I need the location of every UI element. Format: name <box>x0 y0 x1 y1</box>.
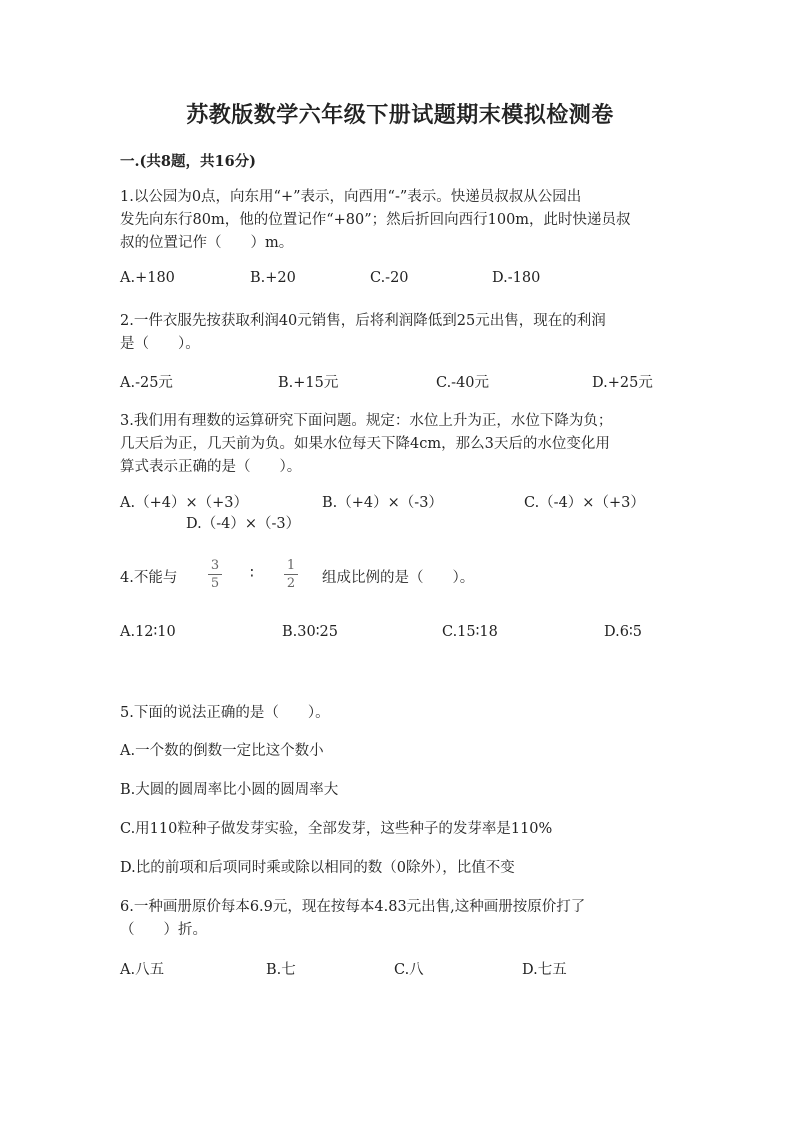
q3-option-a[interactable]: A.（+4）×（+3） <box>120 495 248 511</box>
q1-option-d[interactable]: D.-180 <box>492 270 541 286</box>
q6-option-b[interactable]: B.七 <box>266 962 296 978</box>
q6-option-d[interactable]: D.七五 <box>522 962 567 978</box>
q6-option-a[interactable]: A.八五 <box>120 962 165 978</box>
question-4-prefix: 4.不能与 <box>120 570 178 586</box>
q4-option-c[interactable]: C.15∶18 <box>442 624 498 640</box>
q5-option-c[interactable]: C.用110粒种子做发芽实验，全部发芽，这些种子的发芽率是110% <box>120 821 553 837</box>
question-3-stem <box>120 410 680 479</box>
question-2-line: 是（ ）。 <box>120 336 200 352</box>
fraction-one-half <box>284 558 298 591</box>
question-3-line: 3.我们用有理数的运算研究下面问题。规定：水位上升为正，水位下降为负； <box>120 413 613 429</box>
q1-option-c[interactable]: C.-20 <box>370 270 409 286</box>
question-1-line: 1.以公园为0点，向东用“+”表示，向西用“-”表示。快递员叔叔从公园出 <box>120 189 582 205</box>
fraction-numerator: 3 <box>210 558 220 573</box>
q1-option-a[interactable]: A.+180 <box>120 270 175 286</box>
fraction-numerator: 1 <box>286 558 296 573</box>
q4-option-b[interactable]: B.30∶25 <box>282 624 338 640</box>
question-3-line: 几天后为正，几天前为负。如果水位每天下降4cm，那么3天后的水位变化用 <box>120 436 610 452</box>
q3-option-d[interactable]: D.（-4）×（-3） <box>186 516 301 532</box>
section-heading: 一.(共8题，共16分) <box>120 153 257 170</box>
q1-option-b[interactable]: B.+20 <box>250 270 296 286</box>
q2-option-b[interactable]: B.+15元 <box>278 375 339 391</box>
question-1-line: 叔的位置记作（ ）m。 <box>120 235 294 251</box>
fraction-bar <box>208 574 222 575</box>
fraction-bar <box>284 574 298 575</box>
q4-option-d[interactable]: D.6∶5 <box>604 624 642 640</box>
q2-option-d[interactable]: D.+25元 <box>592 375 653 391</box>
question-3-line: 算式表示正确的是（ ）。 <box>120 459 302 475</box>
q5-option-d[interactable]: D.比的前项和后项同时乘或除以相同的数（0除外），比值不变 <box>120 860 515 876</box>
question-6-line: （ ）折。 <box>120 922 207 938</box>
question-6-stem <box>120 896 680 942</box>
fraction-three-fifths <box>208 558 222 591</box>
question-2-stem <box>120 310 680 356</box>
q6-option-c[interactable]: C.八 <box>394 962 424 978</box>
q2-option-a[interactable]: A.-25元 <box>120 375 173 391</box>
q4-option-a[interactable]: A.12∶10 <box>120 624 176 640</box>
q3-option-b[interactable]: B.（+4）×（-3） <box>322 495 443 511</box>
ratio-colon: ∶ <box>250 566 254 582</box>
question-5-stem: 5.下面的说法正确的是（ ）。 <box>120 705 330 721</box>
question-2-line: 2.一件衣服先按获取利润40元销售，后将利润降低到25元出售，现在的利润 <box>120 313 606 329</box>
q2-option-c[interactable]: C.-40元 <box>436 375 490 391</box>
fraction-denominator: 2 <box>286 576 296 591</box>
q5-option-a[interactable]: A.一个数的倒数一定比这个数小 <box>120 743 324 759</box>
page-title: 苏教版数学六年级下册试题期末模拟检测卷 <box>186 102 614 128</box>
q5-option-b[interactable]: B.大圆的圆周率比小圆的圆周率大 <box>120 782 339 798</box>
question-6-line: 6.一种画册原价每本6.9元，现在按每本4.83元出售,这种画册按原价打了 <box>120 899 586 915</box>
question-1-stem <box>120 186 680 255</box>
q3-option-c[interactable]: C.（-4）×（+3） <box>524 495 645 511</box>
fraction-denominator: 5 <box>210 576 220 591</box>
question-4-suffix: 组成比例的是（ ）。 <box>322 570 475 586</box>
question-1-line: 发先向东行80m，他的位置记作“+80”；然后折回向西行100m，此时快递员叔 <box>120 212 631 228</box>
